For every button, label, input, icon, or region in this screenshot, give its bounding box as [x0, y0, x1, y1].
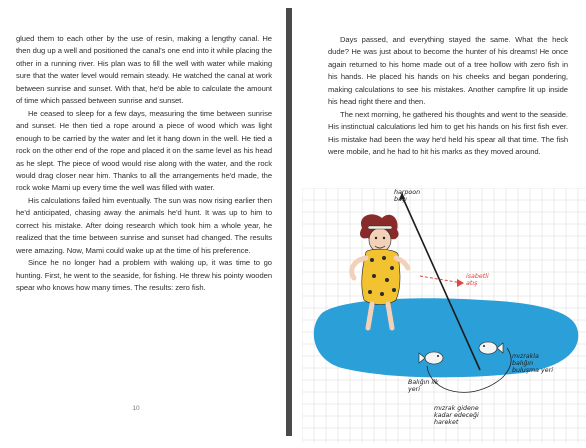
- left-paragraph-2: He ceased to sleep for a few days, measuring the time between sunrise and sunset. He then tied a rope around a piece of wood which was light enough to be carried by the water and let it hang down in the well. He tied a rock on the other end of the rope and placed it on the same level as his head as he slept. The piece of wood would rise along with the water, and the rock would drag closer near him. Thanks to all the arrangements he'd made, the rock woke Mami up every time the well was filled with water.: [16, 108, 272, 193]
- caveman-eye: [383, 237, 385, 239]
- accurate-shot-label-text: isabetli: [466, 273, 489, 280]
- illustration: [302, 188, 586, 443]
- label-line: atış: [466, 280, 478, 287]
- label-line: balığın: [512, 360, 534, 367]
- page-number: 10: [132, 405, 140, 412]
- caveman-eye: [375, 237, 377, 239]
- fish-first-label: [407, 378, 441, 393]
- sea-pool: [314, 298, 578, 377]
- fish-first-label-text: Balığın ilk: [408, 379, 439, 386]
- red-arrow-head-icon: [457, 279, 464, 287]
- spear-path-label-text: mızrak gidene: [434, 405, 479, 412]
- fish-meet-label-text: mızrakla: [512, 353, 539, 360]
- right-paragraph-1: Days passed, and everything stayed the same. What the heck dude? He was just about to become the hunter of his dreams! He once again returned to his home made out of a tree hollow with zero fish in his hands. He placed his hands on his cheeks and began pondering, making calculations to see his mistakes. Another campfire lit up inside his head right there and then.: [328, 35, 568, 107]
- label-line: kadar edeceği: [434, 412, 479, 419]
- left-page-text: [16, 33, 272, 295]
- left-page: [0, 0, 286, 443]
- illustration-svg: [302, 188, 586, 443]
- left-paragraph-3: His calculations failed him eventually. The sun was now rising earlier then he'd anticipated, chasing away the animals he'd hunt. It was up to him to correct his mistake. After doing research which took him a whole year, he realized that the time between sunrise and sunset had changed. The results were amazing. Now, Mami could wake up at the time of his preference.: [16, 195, 272, 255]
- harpoon-top-label-line-1: harpoon: [394, 189, 421, 196]
- right-paragraph-2: The next morning, he gathered his thoughts and went to the seaside. His instinctual calculations led him to get his hands on his first fish ever. His mistake had been the way he'd held his spear all that time. The fish were mobile, and he had to hit his marks as they moved around.: [328, 109, 568, 157]
- spear-path-label: [434, 405, 481, 426]
- label-line: buluşma yeri: [512, 367, 553, 374]
- left-paragraph-4: Since he no longer had a problem with waking up, it was time to go hunting. First, he went to the seaside, for fishing. He threw his pointy wooden spear who knows how many times. The results: zero fish.: [16, 258, 272, 293]
- accurate-shot-label: [466, 272, 491, 287]
- label-line: yeri: [408, 386, 420, 393]
- label-line: hareket: [434, 419, 459, 426]
- label-line: başı: [394, 196, 407, 203]
- harpoon-top-label: [394, 189, 422, 203]
- left-paragraph-1: glued them to each other by the use of resin, making a lengthy canal. He then dug up a well and positioned the canal's one end into it while placing the other in a running river. His plan was to fill the well with water while making sure that the water level would remain steady. He watched the canal at work between sunrise and sunset. With that, he'd be able to calculate the amount of time which passed between sunrise and sunset.: [16, 34, 272, 106]
- caveman-bone-headband: [368, 226, 392, 229]
- right-page-text: [328, 34, 568, 159]
